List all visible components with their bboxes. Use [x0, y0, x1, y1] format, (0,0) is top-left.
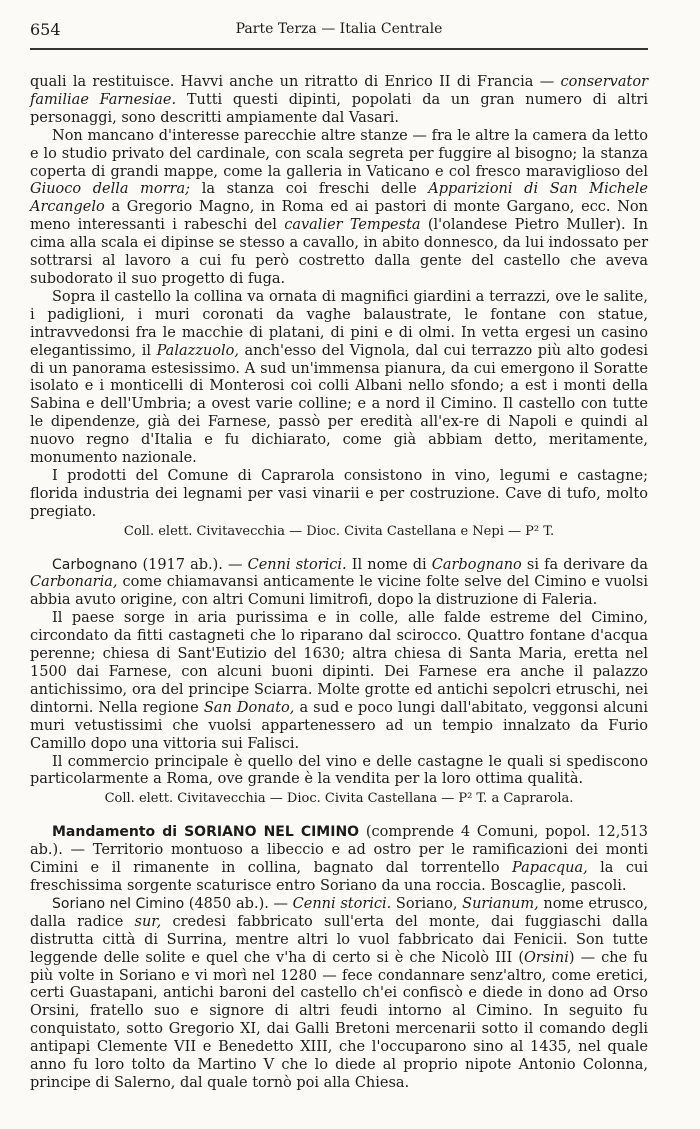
- text-run: come chiamavansi anticamente le vicine folte selve del Cimino e vuolsi abbia avuto origine, con altri Comuni limitrofi, dopo la distruzione di Faleria.: [30, 574, 648, 609]
- entry-heading: Carbognano: [52, 556, 138, 573]
- italic-text: Papacqua,: [512, 860, 588, 877]
- paragraph: [30, 824, 648, 896]
- paragraph: [30, 610, 648, 753]
- electoral-note: [30, 523, 648, 541]
- text-run: I prodotti del Comune di Caprarola consistono in vino, legumi e castagne; florida industria dei legnami per vasi vinarii e per costruzione. Cave di tufo, molto pregiato.: [30, 467, 648, 520]
- text-run: Il nome di: [346, 556, 432, 573]
- page-number: 654: [30, 20, 61, 39]
- text-run: nome etrusco, dalla radice: [30, 895, 648, 930]
- paragraph: [30, 74, 648, 128]
- italic-text: Surianum,: [462, 895, 539, 912]
- text-run: si fa derivare da: [521, 556, 649, 573]
- page-header: [30, 18, 648, 44]
- text-run: Il paese sorge in aria purissima e in colle, alle falde estreme del Cimino, circondato da fitti castagneti che lo riparano dal scirocco. Quattro fontane d'acqua perenne; chiesa di Sant'Eutizio del 1630; altra chiesa di Santa Maria, eretta nel 1500 dai Farnese, con alcuni buoni dipinti. Dei Farnese era anche il palazzo antichissimo, ora del principe Sciarra. Molte grotte ed antichi sepolcri etruschi, nei dintorni. Nella regione: [30, 610, 648, 716]
- text-run: la cui freschissima sorgente scaturisce entro Soriano da una roccia. Boscaglie, pascoli.: [30, 860, 648, 894]
- italic-text: sur,: [134, 913, 162, 930]
- italic-text: Cenni storici.: [247, 556, 347, 573]
- text-run: Coll. elett. Civitavecchia — Dioc. Civita Castellana e Nepi — P² T.: [123, 523, 555, 539]
- italic-text: Apparizioni di San Michele Arcangelo: [30, 181, 648, 216]
- text-run: Coll. elett. Civitavecchia — Dioc. Civita Castellana — P² T. a Caprarola.: [104, 791, 574, 807]
- italic-text: Carbognano: [431, 556, 522, 573]
- text-run: Il commercio principale è quello del vino e delle castagne le quali si spediscono particolarmente a Roma, ove grande è la vendita per la loro ottima qualità.: [30, 753, 648, 788]
- paragraph: [30, 557, 648, 611]
- paragraph: [30, 128, 648, 289]
- text-run: ) — che fu più volte in Soriano e vi morì nel 1280 — fece condannare senz'altro, come eretici, certi Guastapani, antichi baroni del castello ch'ei confiscò e diede in dono ad Orso Orsini, fratello suo e signore di altri feudi intorno al Cimino. In seguito fu conquistato, sotto Gregorio XI, dai Galli Bretoni mercenarii sotto il comando degli antipapi Clemente VII e Benedetto XIII, che l'occuparono sino al 1435, nel quale anno fu loro tolto da Martino V che lo diede al proprio nipote Antonio Colonna, principe di Salerno, dal quale tornò poi alla Chiesa.: [30, 949, 649, 1091]
- paragraph: [30, 754, 648, 790]
- entry-heading: Mandamento di SORIANO NEL CIMINO: [52, 824, 360, 841]
- section-spacer: [30, 808, 648, 824]
- text-run: anch'esso del Vignola, dal cui terrazzo più alto godesi di un panorama estesissimo. A sud un'immensa pianura, da cui emergono il Soratte isolato e i monticelli di Monterosi coi colli Albani nello sfondo; a est i monti della Sabina e dell'Umbria; a ovest varie colline; e a nord il Cimino. Il castello con tutte le dipendenze, già dei Farnese, passò per eredità all'ex-re di Napoli e quindi al nuovo regno d'Italia e fu dichiarato, come già abbiam detto, meritamente, monumento nazionale.: [30, 342, 648, 467]
- paragraph: [30, 896, 648, 1093]
- text-run: (1917 ab.). —: [137, 556, 248, 573]
- header-rule: [30, 48, 648, 50]
- italic-text: Orsini: [524, 949, 569, 966]
- text-run: a sud e poco lungi dall'abitato, veggonsi alcuni muri vetustissimi che vuolsi appartenessero ad un tempio innalzato da Furio Camillo dopo una vittoria sui Falisci.: [30, 699, 649, 752]
- text-run: credesi fabbricato sull'erta del monte, dai fuggiaschi dalla distrutta città di Surrina, mentre altri lo vuol fabbricato dai Fenicii. Son tutte leggende delle solite e quel che v'ha di certo si è che Nicolò III (: [30, 913, 649, 966]
- italic-text: Giuoco della morra;: [30, 181, 191, 198]
- italic-text: Palazzuolo,: [156, 342, 239, 359]
- electoral-note: [30, 790, 648, 808]
- text-run: Tutti questi dipinti, popolati da un gran numero di altri personaggi, sono descritti ampiamente dal Vasari.: [30, 91, 648, 126]
- document-page: [30, 18, 648, 1093]
- text-run: a Gregorio Magno, in Roma ed ai pastori di monte Gargano, ecc. Non meno interessanti i rabeschi del: [30, 199, 648, 234]
- paragraph: [30, 289, 648, 468]
- italic-text: San Donato,: [203, 699, 295, 716]
- text-run: Soriano,: [391, 895, 463, 912]
- text-run: Non mancano d'interesse parecchie altre stanze — fra le altre la camera da letto e lo studio privato del cardinale, con scala segreta per fuggire al bisogno; la stanza coperta di grandi mappe, come la galleria in Vaticano e col fresco maraviglioso del: [30, 127, 648, 180]
- section-spacer: [30, 541, 648, 557]
- italic-text: cavalier Tempesta: [284, 217, 421, 234]
- running-title: Parte Terza — Italia Centrale: [235, 21, 443, 37]
- document-body: [30, 74, 648, 1093]
- paragraph: [30, 468, 648, 522]
- text-run: la stanza coi freschi delle: [190, 181, 429, 198]
- text-run: quali la restituisce. Havvi anche un ritratto di Enrico II di Francia —: [30, 74, 561, 90]
- entry-heading: Soriano nel Cimino: [52, 895, 185, 912]
- italic-text: conservator familiae Farnesiae.: [30, 74, 648, 108]
- italic-text: Carbonaria,: [30, 574, 118, 591]
- text-run: (comprende 4 Comuni, popol. 12,513 ab.). — Territorio montuoso a libeccio e ad ostro per le ramificazioni dei monti Cimini e il rimanente in collina, bagnato dal torrentello: [30, 824, 648, 877]
- italic-text: Cenni storici.: [292, 895, 392, 912]
- text-run: (4850 ab.). —: [184, 895, 293, 912]
- text-run: (l'olandese Pietro Muller). In cima alla scala ei dipinse se stesso a cavallo, in abito donnesco, da lui indossato per sottrarsi al lavoro a cui fu però costretto dalla gente del castello che aveva subodorato il suo progetto di fuga.: [30, 217, 648, 287]
- text-run: Sopra il castello la collina va ornata di magnifici giardini a terrazzi, ove le salite, i padiglioni, i muri coronati da vaghe balaustrate, le fontane con statue, intravvedonsi fra le macchie di platani, di pini e di olmi. In vetta ergesi un casino elegantissimo, il: [30, 288, 648, 359]
